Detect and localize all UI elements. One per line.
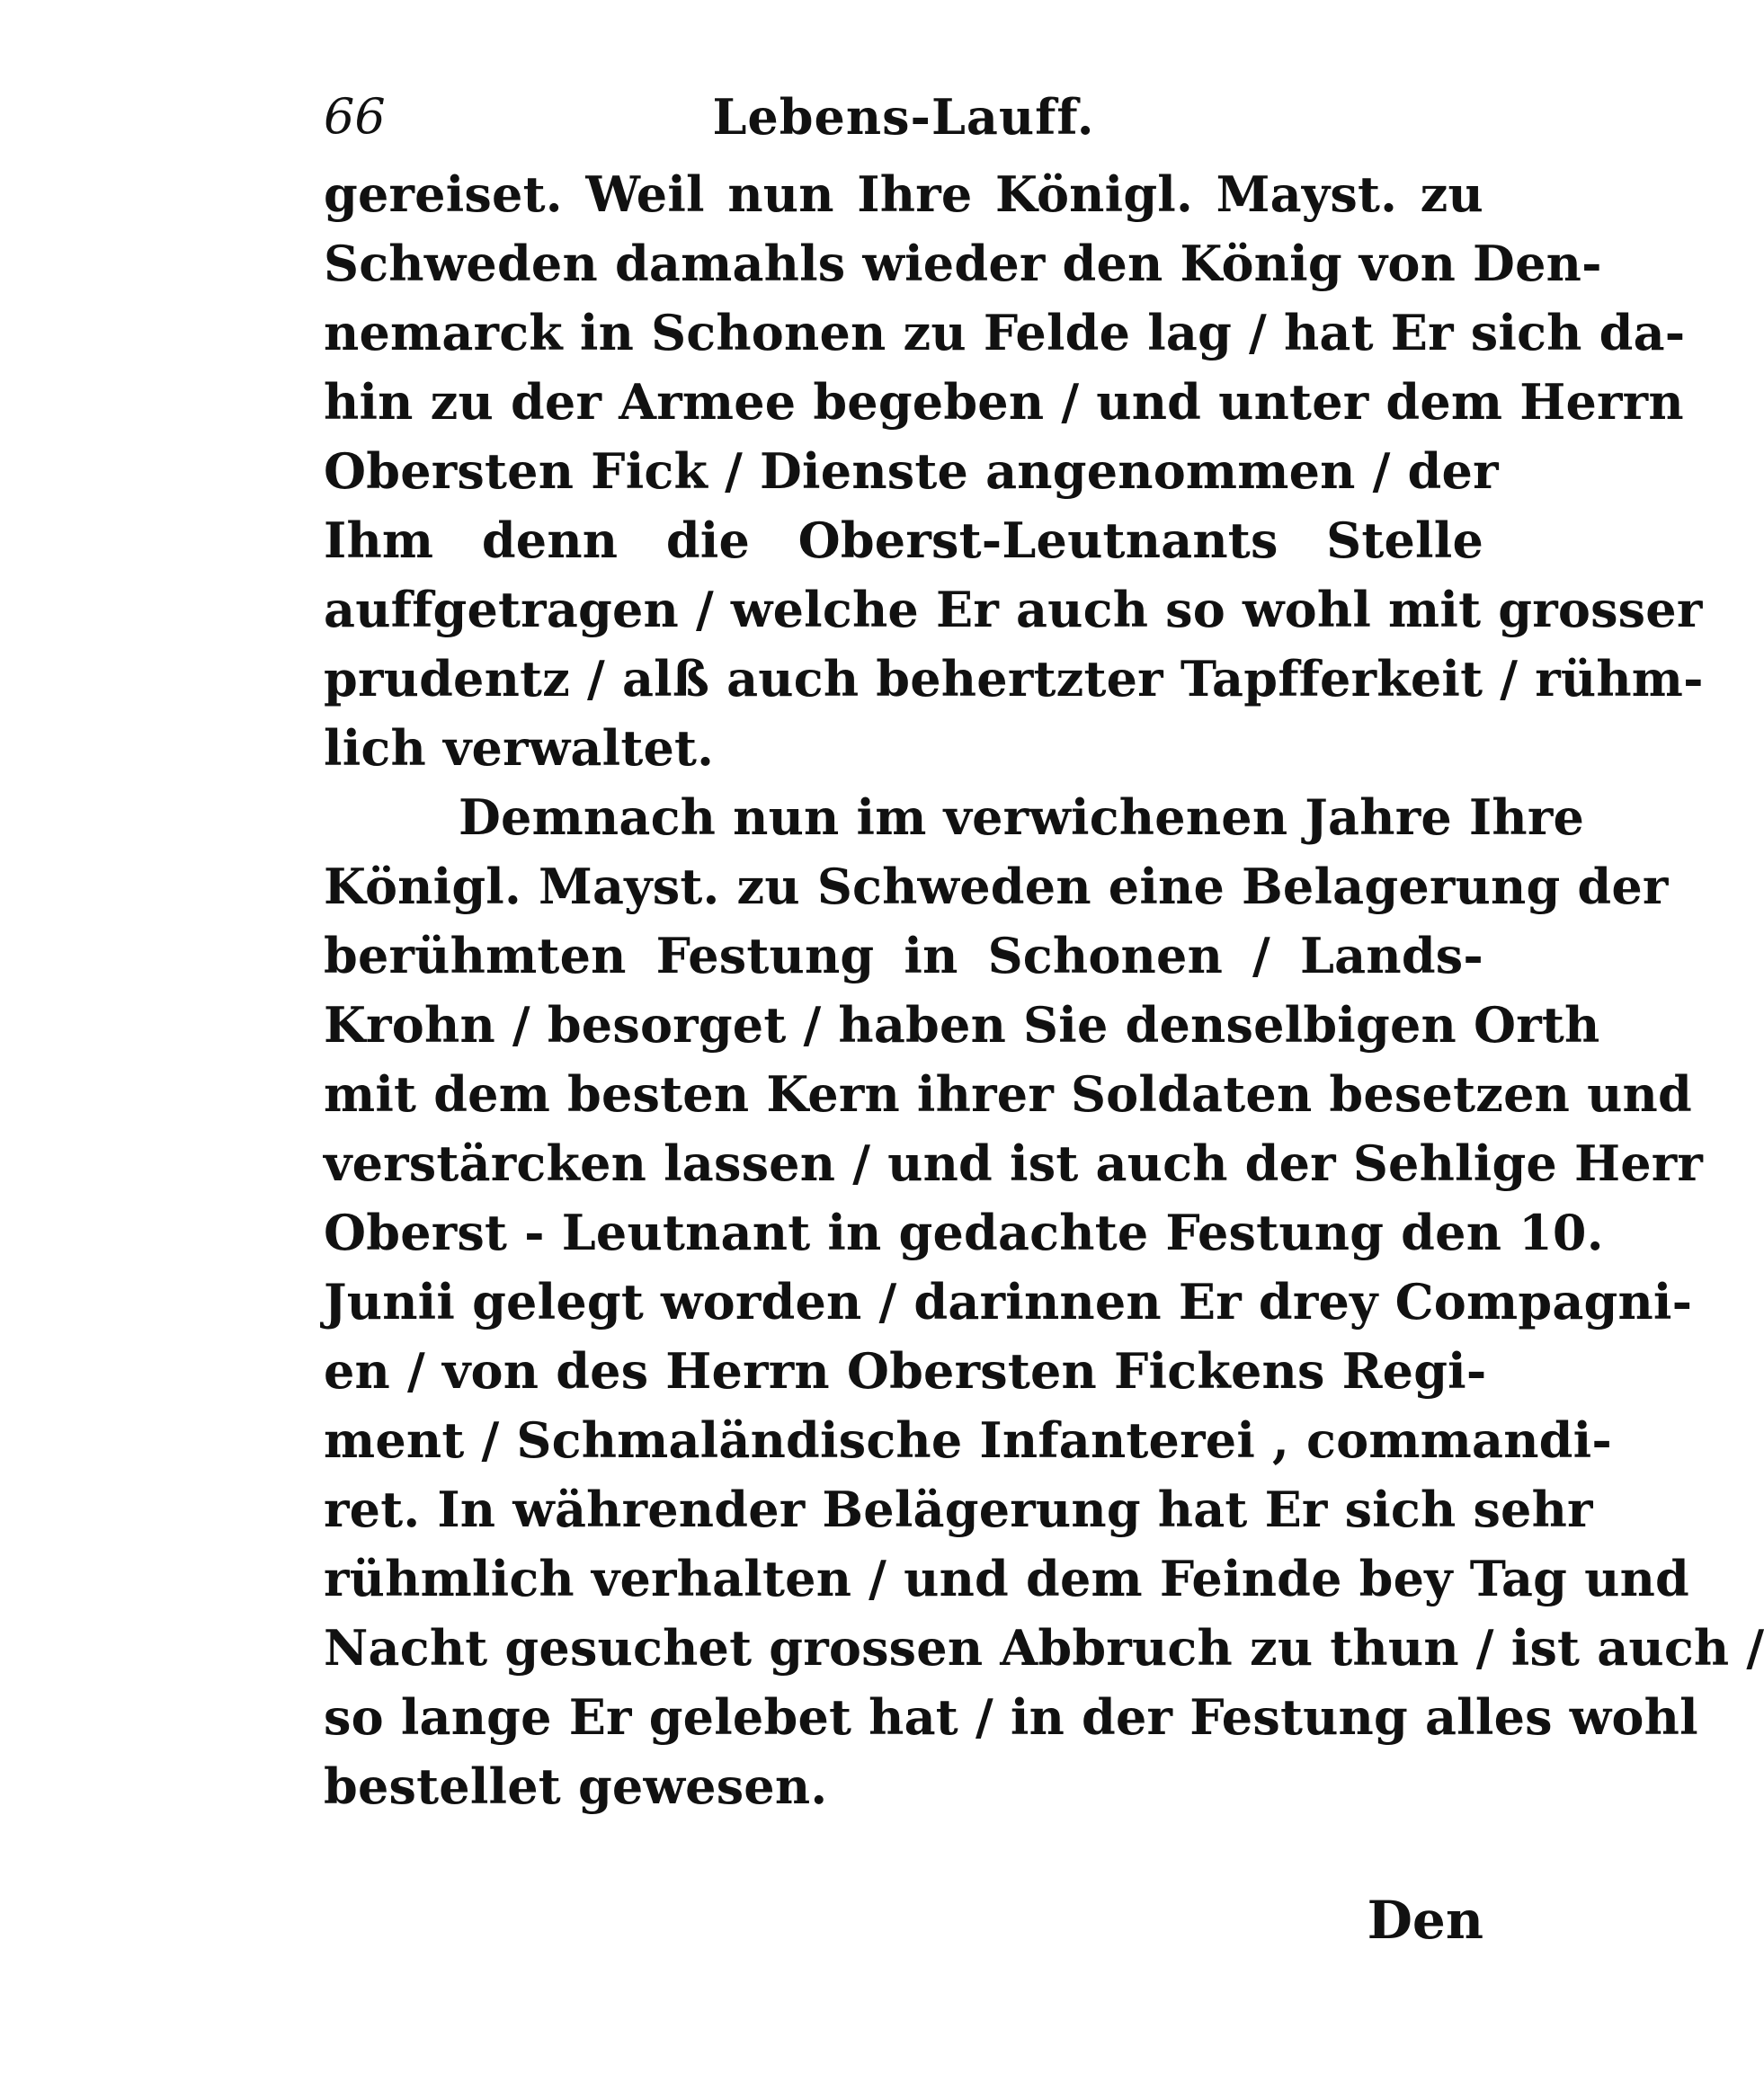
text-line: Nacht gesuchet grossen Abbruch zu thun / ist auch / bbox=[324, 1619, 1764, 1677]
text-line: berühmten Festung in Schonen / Lands- bbox=[324, 927, 1483, 984]
text-line: Ihm denn die Oberst-Leutnants Stelle bbox=[324, 512, 1483, 569]
text-line: Krohn / besorget / haben Sie denselbigen Orth bbox=[324, 996, 1600, 1054]
page-header bbox=[324, 81, 1483, 153]
text-line: mit dem besten Kern ihrer Soldaten besetzen und bbox=[324, 1065, 1692, 1123]
text-line: Königl. Mayst. zu Schweden eine Belagerung der bbox=[324, 858, 1669, 915]
text-line: ment / Schmaländische Infanterei , commandi- bbox=[324, 1411, 1612, 1469]
text-line: Obersten Fick / Dienste angenommen / der bbox=[324, 442, 1499, 500]
text-line: verstärcken lassen / und ist auch der Sehlige Herr bbox=[324, 1135, 1704, 1192]
text-line: so lange Er gelebet hat / in der Festung alles wohl bbox=[324, 1688, 1698, 1746]
text-line: auffgetragen / welche Er auch so wohl mit grosser bbox=[324, 581, 1703, 638]
text-line: gereiset. Weil nun Ihre Königl. Mayst. zu bbox=[324, 165, 1483, 223]
catchword: Den bbox=[1367, 1890, 1483, 1951]
book-page bbox=[324, 81, 1764, 1956]
text-line: hin zu der Armee begeben / und unter dem Herrn bbox=[324, 373, 1684, 431]
text-line: Oberst - Leutnant in gedachte Festung den 10. bbox=[324, 1204, 1604, 1261]
text-line: en / von des Herrn Obersten Fickens Regi- bbox=[324, 1342, 1487, 1400]
page-number: 66 bbox=[324, 88, 386, 145]
text-line: Junii gelegt worden / darinnen Er drey Compagni- bbox=[324, 1273, 1693, 1330]
text-line: prudentz / alß auch behertzter Tapfferkeit / rühm- bbox=[324, 650, 1704, 707]
body-text bbox=[324, 160, 1764, 1821]
text-line: lich verwaltet. bbox=[324, 719, 715, 777]
text-line: Schweden damahls wieder den König von Den- bbox=[324, 235, 1602, 292]
text-line: bestellet gewesen. bbox=[324, 1757, 828, 1815]
text-line: nemarck in Schonen zu Felde lag / hat Er sich da- bbox=[324, 304, 1686, 361]
text-line: ret. In währender Belägerung hat Er sich sehr bbox=[324, 1481, 1593, 1538]
running-head: Lebens-Lauff. bbox=[712, 88, 1095, 146]
text-line: Demnach nun im verwichenen Jahre Ihre bbox=[459, 788, 1585, 846]
text-line: rühmlich verhalten / und dem Feinde bey Tag und bbox=[324, 1550, 1690, 1607]
